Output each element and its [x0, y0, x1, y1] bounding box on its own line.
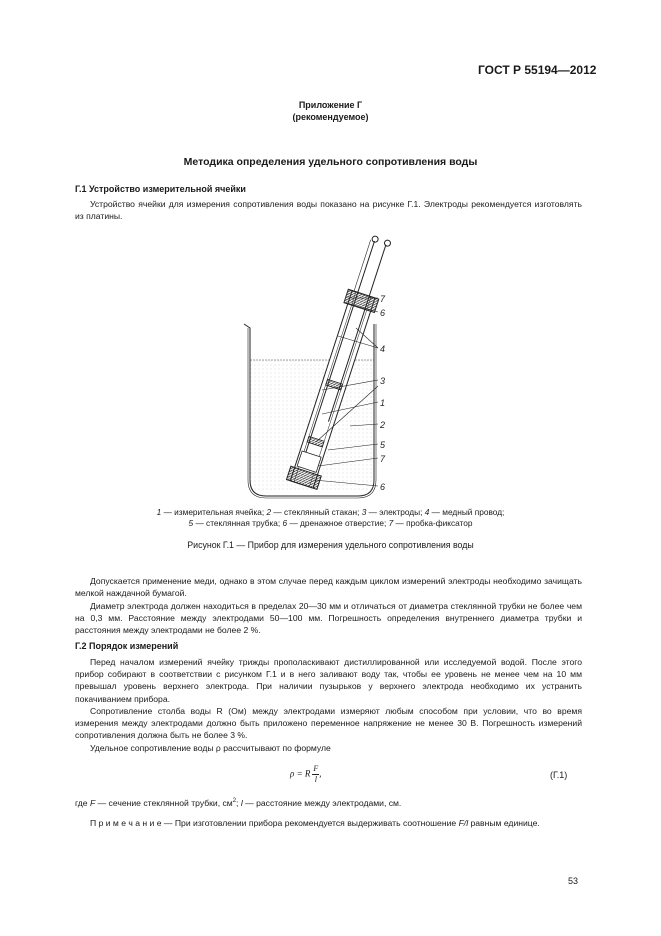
figure-caption: Рисунок Г.1 — Прибор для измерения удельного сопротивления воды — [187, 540, 474, 550]
paragraph-copper: Допускается применение меди, однако в этом случае перед каждым циклом измерений электроды необходимо зачищать мелкой наждачной бумагой. — [75, 576, 582, 599]
label-4: 4 — [380, 344, 386, 354]
note-paragraph: П р и м е ч а н и е — При изготовлении прибора рекомендуется выдерживать соотношение F/l равным единице. — [90, 818, 540, 828]
label-6-top: 6 — [380, 308, 386, 318]
paragraph-electrode-diameter: Диаметр электрода должен находиться в пределах 20—30 мм и отличаться от диаметра стеклянной трубки не более чем на 0,3 мм. Расстояние между электродами 50—100 мм. Погрешность определения внутреннего диаметра трубки и расстояния между электродами не более 2 %. — [75, 601, 582, 636]
document-title: Методика определения удельного сопротивления воды — [183, 156, 478, 168]
paragraph-cell-design: Устройство ячейки для измерения сопротивления воды показано на рисунке Г.1. Электроды рекомендуется изготовлять из платины. — [75, 199, 582, 222]
figure-legend-line1: 1 — измерительная ячейка; 2 — стеклянный стакан; 3 — электроды; 4 — медный провод; — [156, 507, 505, 517]
annex-title: Приложение Г — [298, 100, 363, 110]
label-6-bottom: 6 — [380, 482, 386, 492]
figure-legend-line2: 5 — стеклянная трубка; 6 — дренажное отверстие; 7 — пробка-фиксатор — [188, 518, 473, 528]
section-heading-g2: Г.2 Порядок измерений — [75, 641, 179, 651]
paragraph-rinsing: Перед началом измерений ячейку трижды прополаскивают дистиллированной или исследуемой водой. После этого прибор собирают в соответствии с рисунком Г.1 и в него заливают воду так, чтобы ее уровень не менее чем на 10 мм превышал уровень верхнего электрода. При наличии пузырьков у верхнего электрода необходимо их устранить покачиванием прибора. — [75, 657, 582, 704]
label-3: 3 — [380, 376, 386, 386]
label-7-bottom: 7 — [380, 454, 386, 464]
formula-where: где F — сечение стеклянной трубки, $см^2$; l — расстояние между электродами, см. — [75, 798, 402, 808]
annex-status: (рекомендуемое) — [292, 112, 369, 122]
formula-g1: ρ = R $\frac{F}{l}$ , — [290, 764, 322, 784]
section-heading-g1: Г.1 Устройство измерительной ячейки — [75, 184, 246, 194]
cell-diagram — [230, 228, 420, 500]
paragraph-formula-intro: Удельное сопротивление воды ρ рассчитывают по формуле — [90, 743, 331, 753]
paragraph-resistance: Сопротивление столба воды R (Ом) между электродами измеряют любым способом при условии, что во время измерения между электродами должно быть приложено переменное напряжение не менее 30 В. Погрешность измерений сопротивления должна быть не более 3 %. — [75, 706, 582, 741]
label-2: 2 — [380, 420, 386, 430]
formula-number: (Г.1) — [550, 770, 568, 780]
standard-number: ГОСТ Р 55194—2012 — [478, 63, 597, 77]
label-1: 1 — [380, 398, 386, 408]
label-5: 5 — [380, 440, 386, 450]
label-7-top: 7 — [380, 294, 386, 304]
page-number: 53 — [568, 876, 579, 886]
